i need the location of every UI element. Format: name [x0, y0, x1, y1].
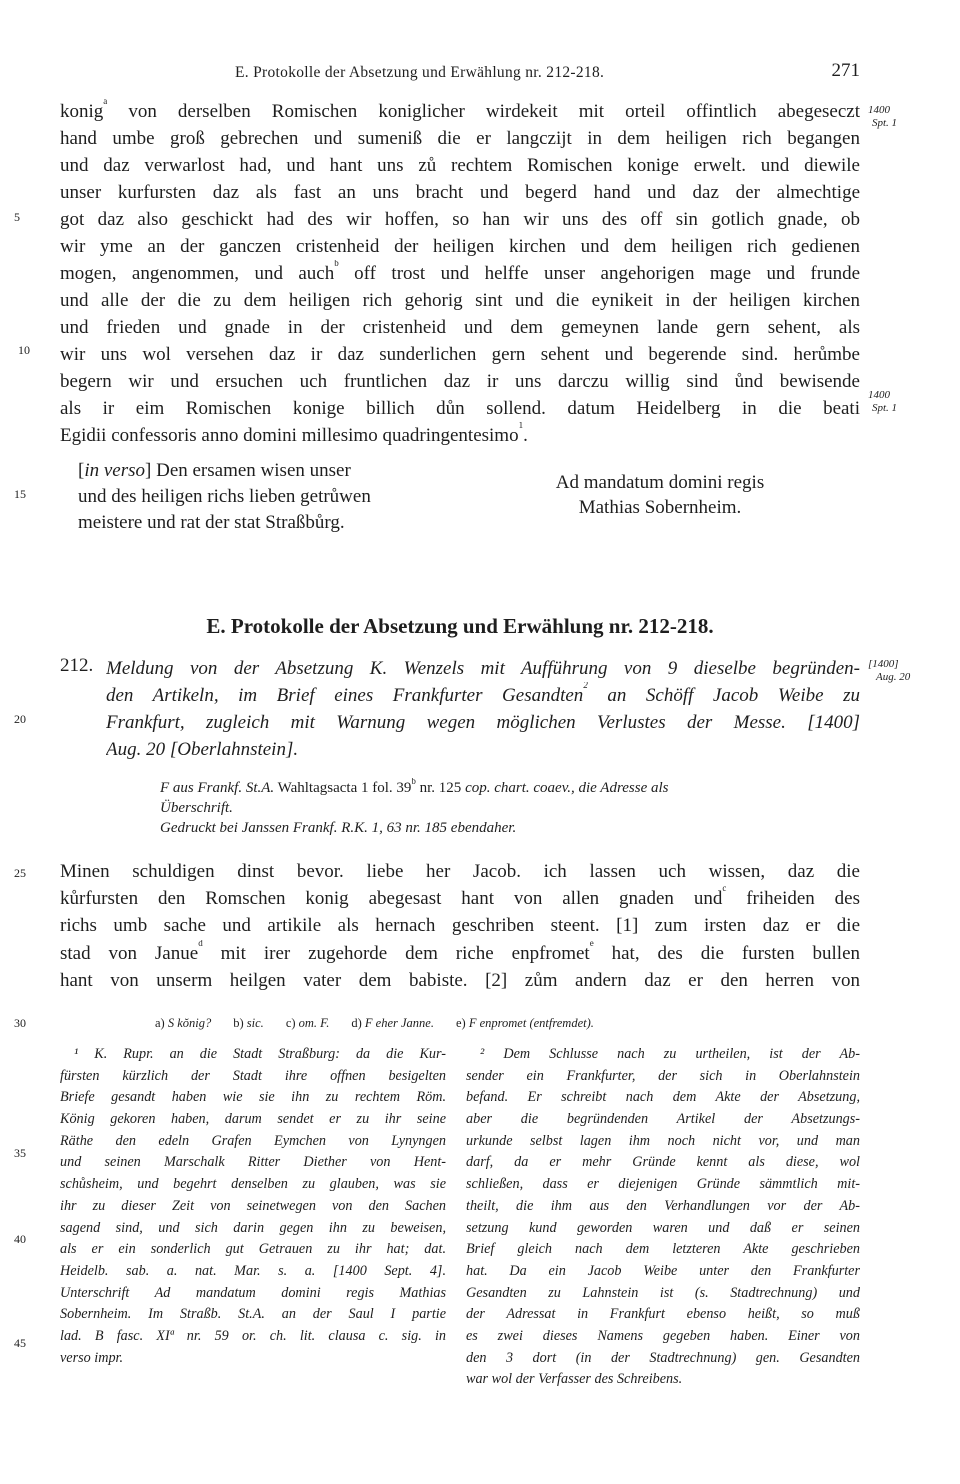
letter-line-text: hand umbe groß gebrechen und sumeniß die er langczijt in dem heiligen rich begangen: [60, 128, 860, 149]
signature-block: [530, 470, 790, 520]
footnote-line: urkunde selbst lagen ihm noch nicht vor, und man: [466, 1132, 860, 1149]
letter-line-text: off trost und helffe unser angehorigen mage und frunde: [338, 263, 860, 284]
page-number: 271: [831, 60, 860, 81]
body-line: [60, 858, 860, 885]
letter-line: [60, 395, 860, 422]
body-line: [60, 912, 860, 939]
footnote-line: schůsheim, und begehrt denselben zu glauben, was sie: [60, 1176, 446, 1193]
body-line-text: stad von Janue: [60, 942, 199, 964]
regest-line: Frankfurt, zugleich mit Warnung wegen möglichen Verlustes der Messe. [1400]: [106, 712, 860, 733]
running-header-title: E. Protokolle der Absetzung und Erwählung nr. 212-218.: [235, 64, 605, 81]
body-line-text: Minen schuldigen dinst bevor. liebe her Jacob. ich lassen uch wissen, daz die: [60, 861, 860, 882]
letter-line: [60, 287, 860, 314]
textual-note-text: om. F.: [295, 1016, 330, 1030]
address-block: [78, 458, 448, 536]
regest-text: an Schöff Jacob Weibe zu: [587, 685, 860, 706]
letter-line-text: begern wir und ersuchen uch fruntlichen daz ir uns darczu willig sind ůnd bewisende: [60, 371, 860, 392]
footnote-line: schließen, dass er diejenigen Gründe sämmtlich mit-: [466, 1176, 860, 1193]
source-text: Wahltagsacta 1 fol. 39: [274, 780, 412, 796]
margin-date: [868, 104, 897, 130]
footnote-line: Brief gleich nach dem letzteren Akte geschrieben: [466, 1241, 860, 1258]
textual-note-mark: b): [233, 1016, 244, 1030]
letter-line: [60, 260, 860, 287]
letter-line: [60, 341, 860, 368]
footnote-line: fürsten kürzlich der Stadt ihre offnen besigelten: [60, 1067, 446, 1084]
address-line: [78, 458, 448, 484]
margin-date-year: [1400]: [868, 658, 899, 670]
letter-line-text: unser kurfursten daz als fast an uns bracht und begerd hand und daz der almechtige: [60, 182, 860, 203]
letter-line-text: von derselben Romischen koniglicher wirdekeit mit orteil offintlich abegeseczt: [107, 101, 860, 122]
margin-date-day: Spt. 1: [872, 402, 898, 414]
letter-line: [60, 98, 860, 125]
textual-note: [351, 1016, 434, 1030]
body-line: [60, 940, 860, 967]
body-line: [60, 967, 860, 994]
source-line: [160, 778, 860, 798]
footnote-line: sender ein Frankfurter, der sich in Oberlahnstein: [466, 1067, 860, 1084]
margin-date-year: 1400: [868, 389, 890, 401]
line-number: 20: [14, 712, 26, 726]
footnote-line: Sobernheim. Im Straßb. St.A. an der Saul I partie: [60, 1306, 446, 1323]
footnote-line: Unterschrift Ad mandatum domini regis Mathias: [60, 1284, 446, 1301]
textual-note-mark: c): [285, 1016, 296, 1030]
body-line-text: friheiden des: [726, 888, 860, 910]
regest-line: Aug. 20 [Oberlahnstein].: [106, 739, 299, 760]
letter-line-text: und frieden und gnade in der cristenheid und dem gemeynen lande gern sehent, als: [60, 317, 860, 338]
letter-line: [60, 368, 860, 395]
footnote-marker: a: [103, 98, 108, 106]
footnote-marker: c: [722, 885, 727, 894]
footnote-line: verso impr.: [60, 1349, 124, 1366]
margin-date: [868, 658, 910, 684]
footnote-line: Briefe gesandt haben wie sie ihn zu rechtem Röm.: [60, 1089, 446, 1106]
letter-line-text: Egidii confessoris anno domini millesimo quadringentesimo: [60, 425, 519, 446]
letter-line: [60, 179, 860, 206]
section-heading: E. Protokolle der Absetzung und Erwählung nr. 212-218.: [206, 614, 714, 638]
line-number: 30: [14, 1016, 26, 1030]
textual-note-mark: a): [155, 1016, 165, 1030]
letter-line-text: .: [523, 425, 528, 446]
footnote-line: Heidelb. sab. a. nat. Mar. s. a. [1400 Sept. 4].: [60, 1262, 446, 1279]
letter-line-text: wir yme an der ganczen cristenheid der heiligen kirchen und dem heiligen rich gedienen: [60, 236, 860, 257]
line-number: 15: [14, 487, 26, 501]
document-number: 212.: [60, 655, 94, 676]
margin-date-day: Spt. 1: [872, 117, 898, 129]
footnote-line: ² Dem Schlusse nach zu urtheilen, ist der Ab-: [480, 1046, 860, 1062]
footnote-1: [60, 1044, 446, 1369]
footnote-line: sagend sind, und sich darin gegen ihn zu beweisen,: [60, 1219, 446, 1236]
textual-note-text: S kŏnig?: [164, 1016, 212, 1030]
margin-date-day: Aug. 20: [876, 671, 911, 683]
letter-line-text: als ir eim Romischen konige billich důn sollend. datum Heidelberg in die beati: [60, 398, 860, 419]
footnote-line: der Adressat in Frankfurt ebenso heißt, so muß: [466, 1306, 860, 1323]
bracket: ]: [145, 460, 157, 481]
letter-line: [60, 125, 860, 152]
textual-notes: [155, 1016, 594, 1031]
margin-date-year: 1400: [868, 104, 890, 116]
textual-note: [155, 1016, 211, 1030]
footnote-marker: e: [589, 939, 594, 948]
bracket: [: [78, 460, 85, 481]
running-header: [60, 60, 860, 90]
source-text: nr. 125: [415, 780, 466, 796]
line-number: 45: [14, 1336, 26, 1350]
textual-note: [456, 1016, 594, 1030]
letter-line: [60, 422, 860, 449]
footnote-line: theilt, die ihm aus den Verhandlungen vor der Ab-: [466, 1197, 860, 1214]
footnote-line: aber die begründenden Artikel der Absetzungs-: [466, 1111, 860, 1128]
footnote-line: lad. B fasc. XIª nr. 59 or. ch. lit. clausa c. sig. in: [60, 1327, 446, 1344]
footnote-2: [466, 1044, 860, 1391]
footnote-line: König gekoren haben, darum sendet er zu ihr seine: [60, 1111, 446, 1128]
line-number: 40: [14, 1232, 26, 1246]
footnote-marker: b: [334, 260, 339, 268]
textual-note-mark: e): [455, 1016, 466, 1030]
line-number: 35: [14, 1146, 26, 1160]
footnote-line: es zwei dieses Namens gegeben haben. Einer von: [466, 1327, 860, 1344]
letter-line-text: und daz verwarlost had, und hant uns zů rechtem Romischen konige erwelt. und diewile: [60, 155, 860, 176]
textual-note: [286, 1016, 330, 1030]
body-line-text: mit irer zugehorde dem riche enpfromet: [202, 942, 590, 964]
body-line: [60, 885, 860, 912]
letter-line: [60, 233, 860, 260]
regest: [106, 655, 860, 763]
letter-line-text: got daz also geschickt had des wir hoffen, so han wir uns des off sin gotlich gnade, ob: [60, 209, 860, 230]
footnote-marker: 1: [518, 422, 524, 430]
regest-text: den Artikeln, im Brief eines Frankfurter Gesandten: [106, 685, 584, 706]
line-number: 5: [14, 210, 20, 224]
body-line-text: richs umb sache und artikile als hernach geschriben steent. [1] zum irsten daz er die: [60, 915, 860, 937]
body-line-text: hant von unserm heilgen vater dem babiste. [2] zům andern daz er den herren von: [60, 969, 860, 991]
letter-line-text: und alle der die zu dem heiligen rich gehorig sint und die eynikeit in der heiligen kirchen: [60, 290, 860, 311]
footnote-marker: 2: [583, 682, 588, 690]
textual-note-text: F enpromet (entfremdet).: [465, 1016, 594, 1030]
source-line: Überschrift.: [160, 800, 233, 816]
margin-date: [868, 389, 897, 415]
source-siglum: F aus Frankf. St.A.: [160, 780, 275, 796]
source-italic: cop. chart. coaev., die Adresse als: [465, 780, 669, 796]
footnote-line: darf, da er mehr Gründe kennt als diese, wol: [466, 1154, 860, 1171]
textual-note-text: F eher Janne.: [361, 1016, 434, 1030]
letter-line-text: konig: [60, 101, 104, 122]
body-line-text: hat, des die fursten bullen: [593, 942, 860, 964]
regest-line: [106, 682, 860, 709]
textual-note: [233, 1016, 264, 1030]
letter-line: [60, 206, 860, 233]
letter-line-text: wir uns wol versehen daz ir daz sunderlichen gern sehent und begerende sind. herůmbe: [60, 344, 860, 365]
address-line: meistere und rat der stat Straßbůrg.: [78, 512, 345, 533]
footnote-line: war wol der Verfasser des Schreibens.: [466, 1371, 683, 1388]
footnote-line: und seinen Marschalk Ritter Diether von Hent-: [60, 1154, 446, 1171]
footnote-line: hat. Da ein Jacob Weibe unter den Frankfurter: [466, 1262, 860, 1279]
textual-note-text: sic.: [243, 1016, 264, 1030]
document-body: [60, 858, 860, 994]
address-text: Den ersamen wisen unser: [156, 460, 351, 481]
letter-line: [60, 314, 860, 341]
letter-text: [60, 98, 860, 449]
textual-note-mark: d): [351, 1016, 362, 1030]
footnote-line: Räthe den edeln Grafen Eymchen von Lynyngen: [60, 1132, 446, 1149]
signature-line: Mathias Sobernheim.: [578, 497, 742, 518]
address-line: und des heiligen richs lieben getrůwen: [78, 486, 371, 507]
footnote-line: ihr zu dieser Zeit von seinetwegen von den Sachen: [60, 1197, 446, 1214]
source-line: Gedruckt bei Janssen Frankf. R.K. 1, 63 nr. 185 ebendaher.: [160, 820, 517, 836]
superscript: b: [411, 778, 416, 786]
letter-line-text: mogen, angenommen, und auch: [60, 263, 335, 284]
regest-line: Meldung von der Absetzung K. Wenzels mit Aufführung von 9 dieselbe begründen-: [106, 658, 860, 679]
footnote-line: den 3 dort (in der Stadtrechnung) gen. Gesandten: [466, 1349, 860, 1366]
letter-line: [60, 152, 860, 179]
source-notes: [160, 778, 860, 838]
signature-line: Ad mandatum domini regis: [555, 472, 765, 493]
line-number: 10: [18, 343, 30, 357]
footnote-line: als er ein sonderlich gut Getrauen zu ihr hat; dat.: [60, 1241, 446, 1258]
line-number: 25: [14, 866, 26, 880]
address-note: in verso: [84, 460, 146, 481]
footnote-line: befand. Er schreibt nach dem Akte der Absetzung,: [466, 1089, 860, 1106]
footnote-line: ¹ K. Rupr. an die Stadt Straßburg: da die Kur-: [74, 1046, 446, 1062]
body-line-text: kůrfursten den Romschen konig abegesast hant von allen gnaden und: [60, 888, 723, 910]
footnote-marker: d: [198, 939, 203, 948]
footnote-line: setzung kund geworden waren und daß er seinen: [466, 1219, 860, 1236]
footnote-line: Gesandten zu Lahnstein ist (s. Stadtrechnung) und: [466, 1284, 860, 1301]
